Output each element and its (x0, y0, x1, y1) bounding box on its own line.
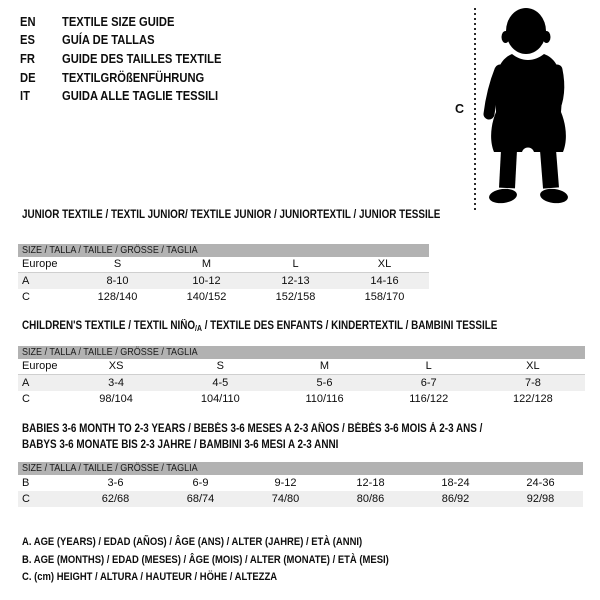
size-table-childrens (18, 346, 585, 407)
table-cell: L (292, 258, 299, 270)
language-row (20, 12, 247, 31)
language-title: GUÍA DE TALLAS (62, 32, 155, 48)
table-cell: 14-16 (370, 274, 399, 287)
row-cells (73, 492, 583, 507)
size-table-babies (18, 462, 583, 507)
table-cell: 7-8 (524, 376, 541, 389)
table-cell: 3-6 (107, 476, 124, 489)
language-code: ES (20, 32, 35, 48)
table-cell: 152/158 (275, 290, 316, 303)
language-row (20, 68, 247, 87)
row-cells (73, 274, 429, 289)
table-cell: S (216, 360, 224, 372)
row-label: C (22, 492, 30, 505)
table-cell: 104/110 (200, 392, 240, 405)
language-title: TEXTILGRÖßENFÜHRUNG (62, 69, 205, 85)
title-pre: CHILDREN'S TEXTILE / TEXTIL NIÑO (22, 320, 196, 332)
row-label: A (22, 274, 30, 287)
table-cell: 3-4 (108, 376, 125, 389)
table-cell: 110/116 (305, 392, 344, 405)
table-cell: 6-7 (420, 376, 437, 389)
language-row (20, 86, 247, 105)
language-title: GUIDE DES TAILLES TEXTILE (62, 50, 222, 66)
table-cell: 5-6 (316, 376, 333, 389)
table-header-row (18, 359, 585, 375)
language-title: TEXTILE SIZE GUIDE (62, 13, 175, 29)
baby-silhouette-icon (482, 2, 574, 210)
table-cell: 116/122 (409, 392, 449, 405)
table-cell: 12-13 (281, 274, 310, 287)
language-row (20, 31, 247, 50)
table-cell: 6-9 (192, 476, 209, 489)
section-title-junior (22, 207, 508, 223)
table-cell: 140/152 (186, 290, 227, 303)
row-label: B (22, 476, 30, 489)
section-title-line2: BABYS 3-6 MONATE BIS 2-3 JAHRE / BAMBINI 3-6 MESI A 2-3 ANNI (22, 439, 339, 451)
row-cells (64, 359, 585, 374)
legend-text: A. AGE (YEARS) / EDAD (AÑOS) / ÂGE (ANS) / ALTER (JAHRE) / ETÀ (ANNI) (22, 536, 363, 548)
section-title-line1: BABIES 3-6 MONTH TO 2-3 YEARS / BEBÉS 3-6 MESES A 2-3 AÑOS / BÉBÉS 3-6 MOIS À 2-3 ANS / (22, 423, 483, 435)
table-cell: 98/104 (99, 392, 133, 405)
table-cell: 86/92 (441, 492, 470, 505)
table-row (18, 289, 429, 305)
section-title-text: JUNIOR TEXTILE / TEXTIL JUNIOR/ TEXTILE JUNIOR / JUNIORTEXTIL / JUNIOR TESSILE (22, 209, 441, 221)
height-label: C (455, 102, 465, 116)
row-cells (73, 257, 429, 272)
row-label: C (22, 290, 30, 303)
table-size-header (18, 462, 583, 475)
table-cell: 18-24 (441, 476, 470, 489)
table-cell: M (201, 258, 212, 270)
row-label: A (22, 376, 30, 389)
title-post: / TEXTILE DES ENFANTS / KINDERTEXTIL / BAMBINI TESSILE (201, 320, 498, 332)
height-dotted-line (474, 8, 476, 210)
table-cell: 10-12 (192, 274, 221, 287)
language-code: DE (20, 69, 36, 85)
table-row (18, 491, 583, 507)
row-cells (64, 392, 585, 407)
table-header-row (18, 257, 429, 273)
table-cell: 158/170 (364, 290, 405, 303)
row-cells (73, 290, 429, 305)
table-row (18, 273, 429, 289)
language-list (20, 12, 247, 105)
legend-line-c (22, 569, 449, 587)
table-cell: XL (377, 258, 392, 270)
table-cell: L (425, 360, 432, 372)
table-cell: 92/98 (526, 492, 555, 505)
table-cell: XS (108, 360, 124, 372)
language-row (20, 49, 247, 68)
size-header-text: SIZE / TALLA / TAILLE / GRÖSSE / TAGLIA (22, 462, 198, 474)
legend-text: C. (cm) HEIGHT / ALTURA / HAUTEUR / HÖHE / ALTEZZA (22, 571, 278, 583)
legend-line-b (22, 552, 449, 570)
table-cell: 4-5 (212, 376, 229, 389)
section-title-babies (22, 421, 557, 453)
language-code: FR (20, 50, 35, 66)
table-cell: XL (526, 360, 540, 372)
table-size-header (18, 244, 429, 257)
row-cells (64, 376, 585, 391)
table-cell: 74/80 (271, 492, 300, 505)
table-cell: 68/74 (186, 492, 215, 505)
language-title: GUIDA ALLE TAGLIE TESSILI (62, 88, 219, 104)
table-cell: 62/68 (101, 492, 130, 505)
row-label: Europe (22, 258, 58, 270)
table-cell: 128/140 (97, 290, 138, 303)
legend-text: B. AGE (MONTHS) / EDAD (MESES) / ÂGE (MOIS) / ALTER (MONATE) / ETÀ (MESI) (22, 553, 389, 566)
table-cell: 24-36 (526, 476, 555, 489)
language-code: IT (20, 88, 30, 104)
table-cell: 8-10 (106, 274, 129, 287)
table-cell: 122/128 (513, 392, 553, 405)
table-cell: S (113, 258, 122, 270)
title-subscript: /A (195, 324, 202, 333)
table-cell: 80/86 (356, 492, 385, 505)
legend (22, 534, 449, 587)
row-cells (73, 476, 583, 491)
section-title-text (22, 318, 497, 337)
table-size-header (18, 346, 585, 359)
size-table-junior (18, 244, 429, 305)
table-row (18, 391, 585, 407)
table-cell: 12-18 (356, 476, 385, 489)
size-header-text: SIZE / TALLA / TAILLE / GRÖSSE / TAGLIA (22, 244, 198, 256)
legend-line-a (22, 534, 449, 552)
table-cell: 9-12 (274, 476, 297, 489)
table-row (18, 375, 585, 391)
size-header-text: SIZE / TALLA / TAILLE / GRÖSSE / TAGLIA (22, 346, 198, 358)
row-label: Europe (22, 360, 58, 372)
section-title-childrens (22, 318, 575, 337)
table-row (18, 475, 583, 491)
language-code: EN (20, 13, 36, 29)
table-cell: M (319, 360, 330, 372)
row-label: C (22, 392, 30, 405)
